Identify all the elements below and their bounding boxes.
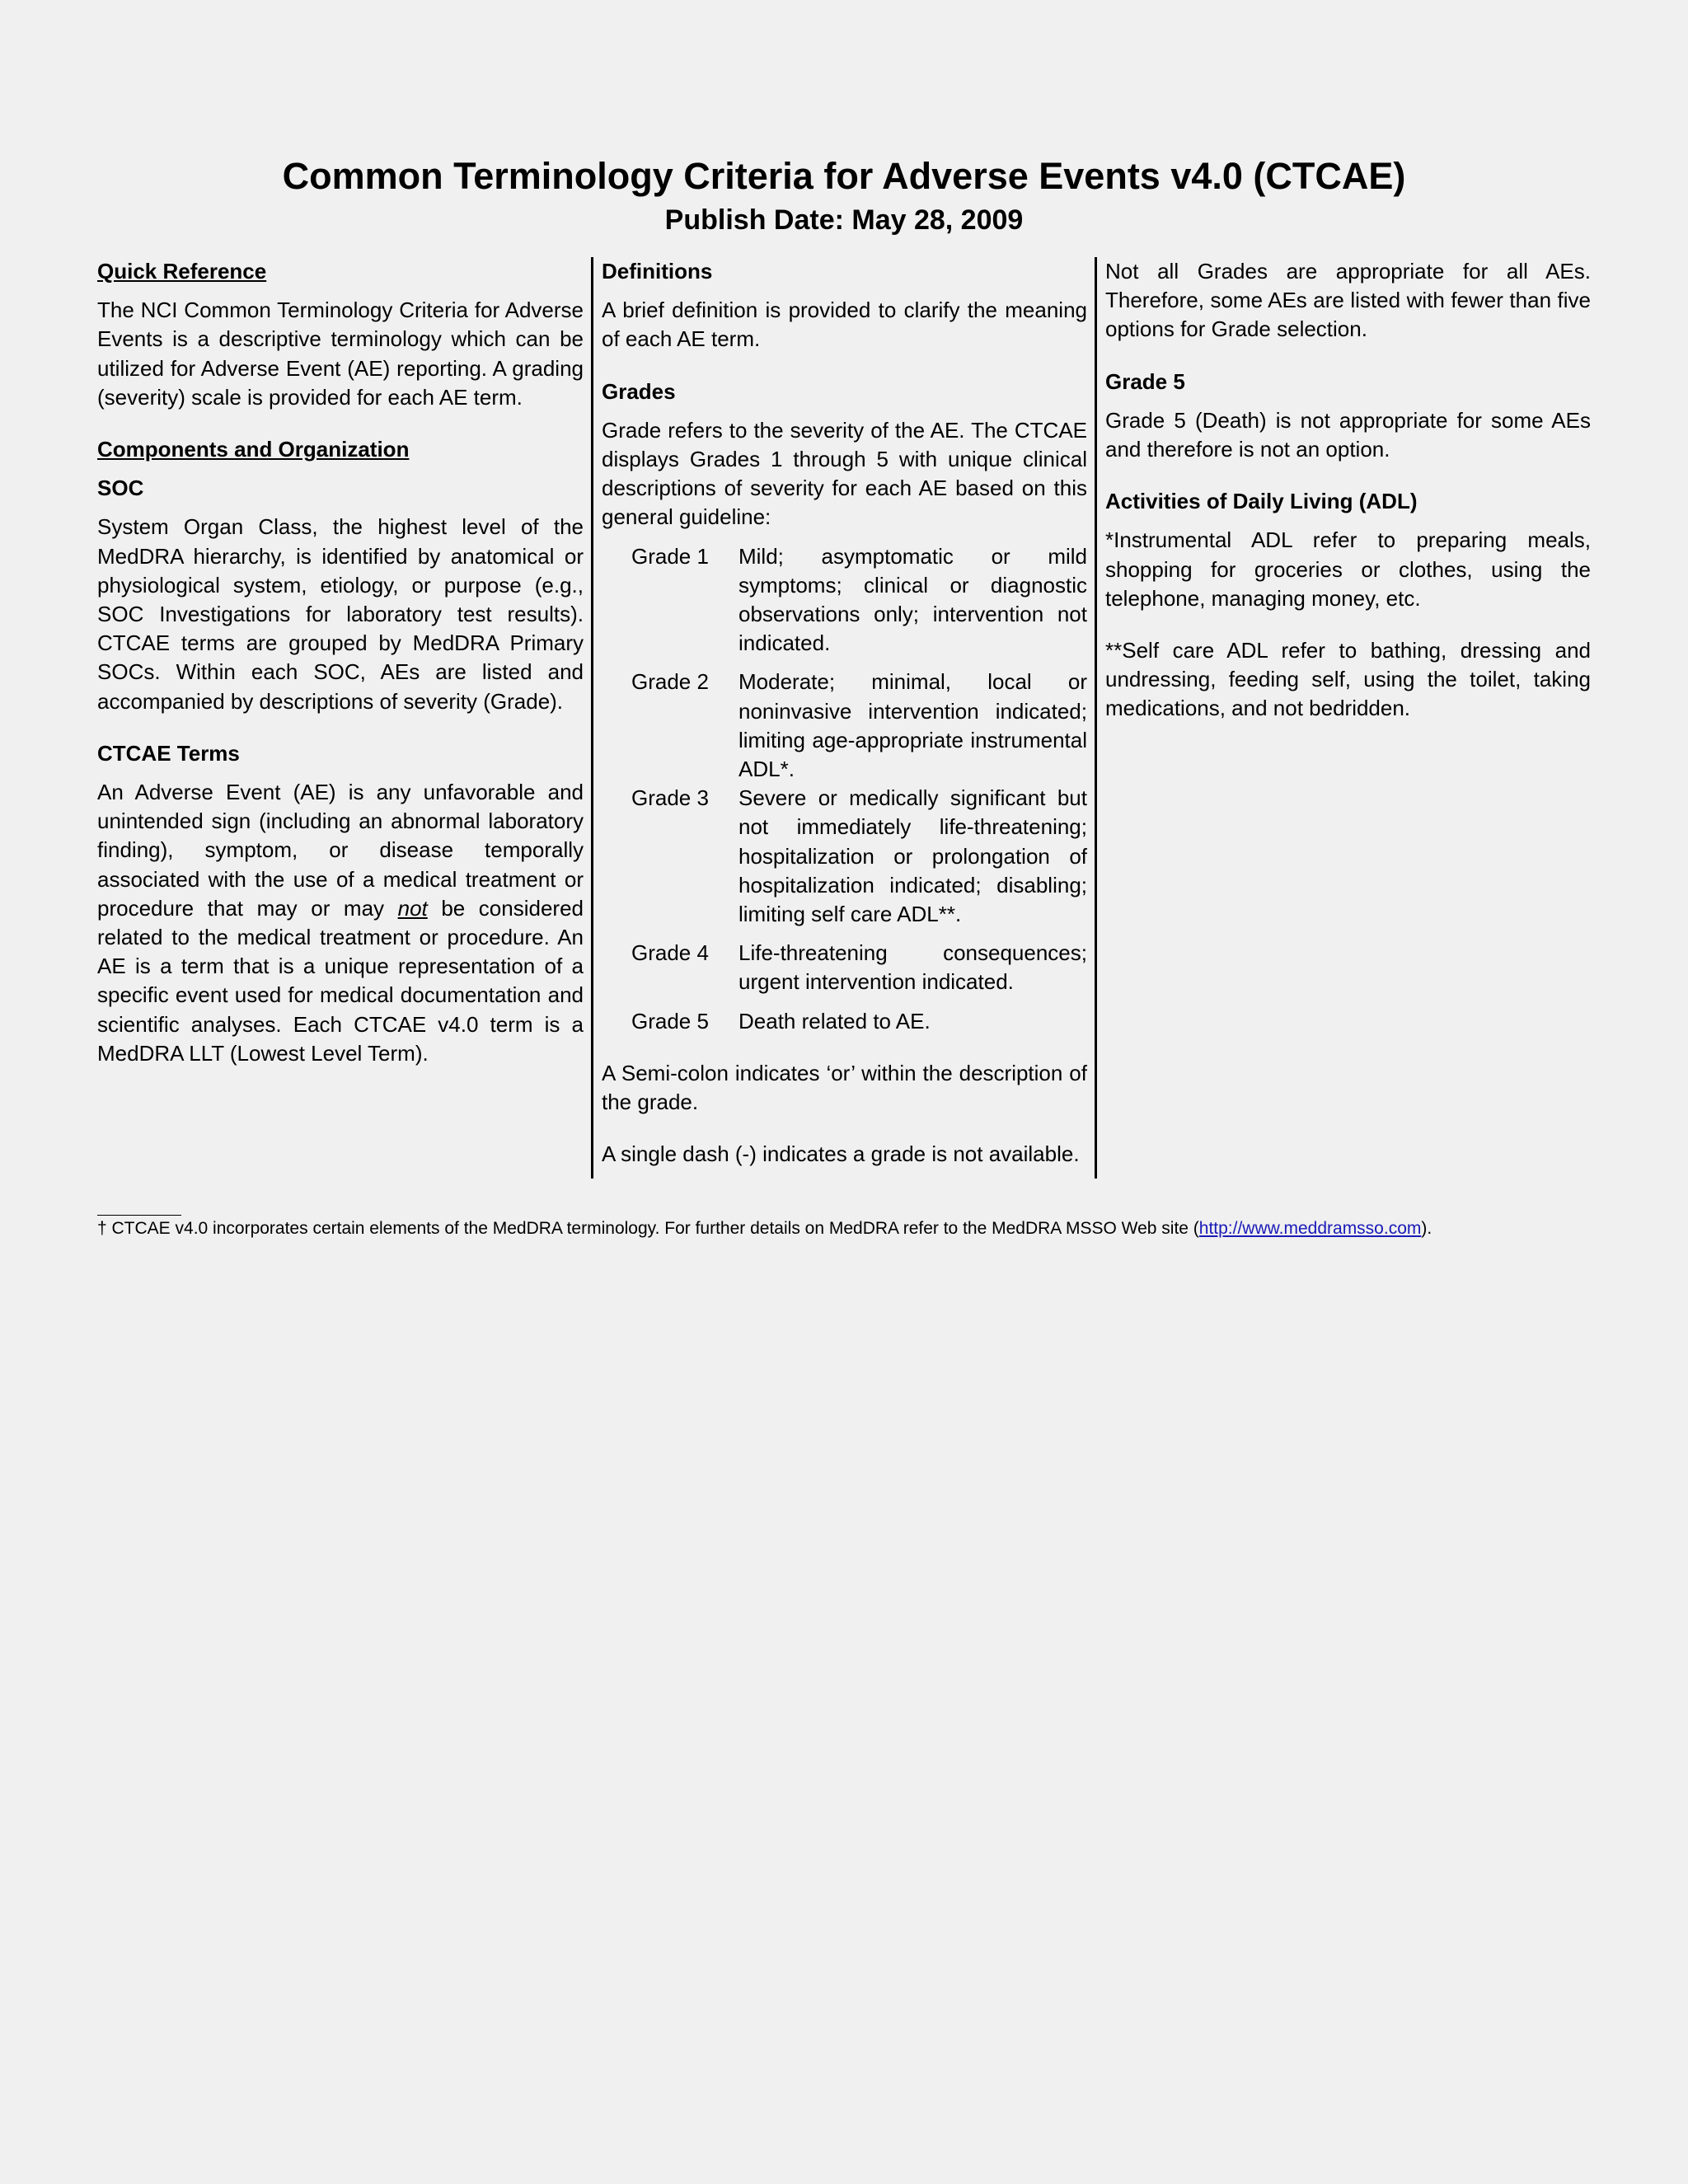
instrumental-adl-text: *Instrumental ADL refer to preparing meals, shopping for groceries or clothes, using the telephone, managing money, etc. xyxy=(1105,527,1591,611)
dash-note: A single dash (-) indicates a grade is not available. xyxy=(602,1141,1080,1167)
grades-heading: Grades xyxy=(602,378,676,404)
semicolon-note: A Semi-colon indicates ‘or’ within the description of the grade. xyxy=(602,1060,1087,1115)
soc-text: System Organ Class, the highest level of the MedDRA hierarchy, is identified by anatomical or physiological system, etiology, or purpose (e.g., SOC Investigations for laboratory test results). CTCAE terms are grouped by MedDRA Primary SOCs. Within each SOC, AEs are listed and accompanied by descriptions of severity (Grade). xyxy=(97,514,584,714)
quick-reference-heading: Quick Reference xyxy=(97,259,267,284)
adl-heading: Activities of Daily Living (ADL) xyxy=(1105,489,1418,514)
grade-label: Grade 4 xyxy=(631,940,709,966)
grade-row-2 xyxy=(602,668,1087,784)
footnote-text-b: ). xyxy=(1421,1219,1432,1238)
grade-description: Severe or medically significant but not immediately life-threatening; hospitalization or prolongation of hospitalization indicated; disabling; limiting self care ADL**. xyxy=(738,785,1087,927)
ctcae-terms-heading: CTCAE Terms xyxy=(97,740,240,766)
grade-label: Grade 2 xyxy=(631,669,709,695)
column-definitions xyxy=(602,257,1087,1179)
definitions-heading: Definitions xyxy=(602,259,713,284)
ctcae-terms-text xyxy=(97,778,584,1068)
quick-reference-text: The NCI Common Terminology Criteria for Adverse Events is a descriptive terminology which can be utilized for Adverse Event (AE) reporting. A grading (severity) scale is provided for each AE term. xyxy=(97,298,584,410)
ctcae-terms-text-part-b: be considered related to the medical treatment or procedure. An AE is a term that is a unique representation of a specific event used for medical documentation and scientific analyses. Each CTCAE v4.0 term is a MedDRA LLT (Lowest Level Term). xyxy=(97,895,584,1066)
footnote xyxy=(97,1216,1432,1241)
column-grade-notes xyxy=(1105,257,1591,733)
meddra-link[interactable]: http://www.meddramsso.com xyxy=(1198,1219,1422,1238)
grade5-heading: Grade 5 xyxy=(1105,368,1185,394)
not-all-grades-text: Not all Grades are appropriate for all AEs. Therefore, some AEs are listed with fewer than five options for Grade selection. xyxy=(1105,259,1591,342)
grade-description: Death related to AE. xyxy=(738,1008,931,1033)
grade-row-3 xyxy=(602,784,1087,929)
footnote-rule xyxy=(97,1215,181,1216)
page-title: Common Terminology Criteria for Adverse Events v4.0 (CTCAE) xyxy=(282,155,1406,197)
grade-description: Mild; asymptomatic or mild symptoms; clinical or diagnostic observations only; intervention not indicated. xyxy=(738,543,1087,656)
grade5-text: Grade 5 (Death) is not appropriate for some AEs and therefore is not an option. xyxy=(1105,407,1591,462)
grade-row-5 xyxy=(602,1007,1087,1036)
footnote-text-a: † CTCAE v4.0 incorporates certain elements of the MedDRA terminology. For further details on MedDRA refer to the MedDRA MSSO Web site ( xyxy=(97,1219,1199,1238)
grade-label: Grade 1 xyxy=(631,543,709,569)
selfcare-adl-text: **Self care ADL refer to bathing, dressing and undressing, feeding self, using the toilet, taking medications, and not bedridden. xyxy=(1105,638,1591,721)
grade-label: Grade 3 xyxy=(631,785,709,811)
grade-description: Moderate; minimal, local or noninvasive intervention indicated; limiting age-appropriate instrumental ADL*. xyxy=(738,669,1087,782)
grade-row-1 xyxy=(602,542,1087,658)
emphasis-not: not xyxy=(397,895,428,921)
ctcae-terms-text-part-a: An Adverse Event (AE) is any unfavorable and unintended sign (including an abnormal laboratory finding), symptom, or disease temporally associated with the use of a medical treatment or procedure that may or may xyxy=(97,780,584,921)
definitions-text: A brief definition is provided to clarify the meaning of each AE term. xyxy=(602,298,1087,352)
column-divider xyxy=(591,257,593,1179)
components-heading: Components and Organization xyxy=(97,437,410,462)
grade-label: Grade 5 xyxy=(631,1008,709,1033)
publish-date: Publish Date: May 28, 2009 xyxy=(664,204,1024,236)
grade-row-4 xyxy=(602,939,1087,996)
grade-description: Life-threatening consequences; urgent intervention indicated. xyxy=(738,940,1087,995)
column-quick-reference xyxy=(97,257,584,1078)
soc-heading: SOC xyxy=(97,476,144,501)
grades-text: Grade refers to the severity of the AE. The CTCAE displays Grades 1 through 5 with unique clinical descriptions of severity for each AE based on this general guideline: xyxy=(602,417,1087,530)
column-divider xyxy=(1095,257,1097,1179)
